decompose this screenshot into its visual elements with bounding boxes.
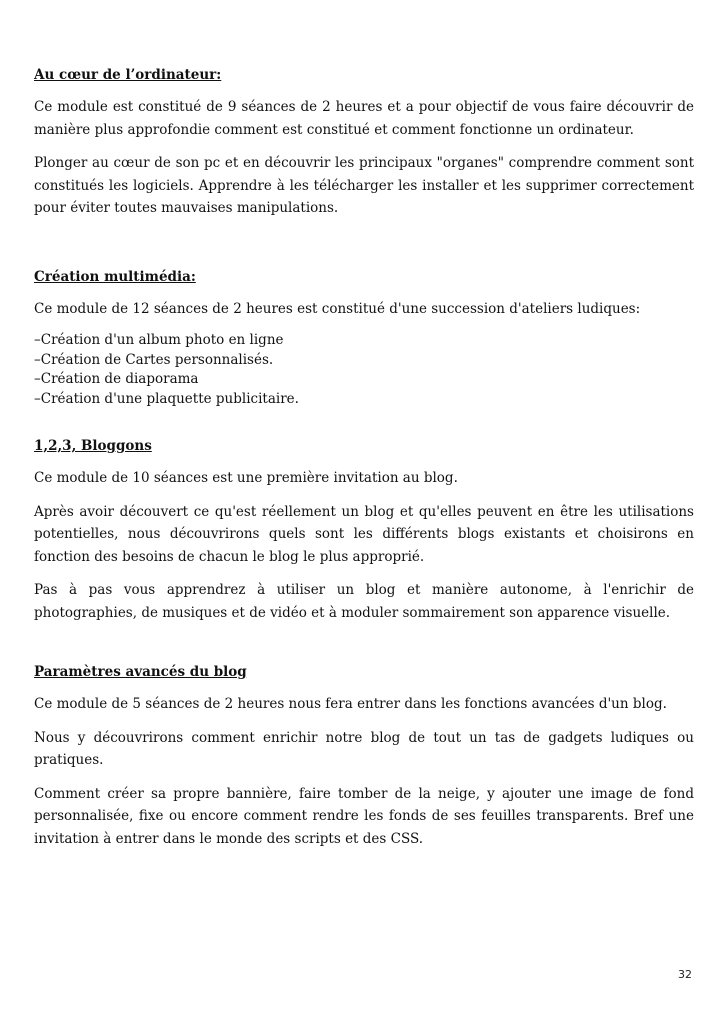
section-title: 1,2,3, Bloggons	[34, 438, 152, 454]
section-creation-multimedia	[34, 268, 694, 410]
section-parametres-avances	[34, 663, 694, 850]
section-title: Création multimédia:	[34, 268, 196, 285]
section-title: Paramètres avancés du blog	[34, 664, 247, 680]
section-paragraph: Ce module de 5 séances de 2 heures nous fera entrer dans les fonctions avancées d'un blog.	[34, 696, 667, 712]
section-title: Au cœur de l’ordinateur:	[34, 67, 222, 83]
workshop-list	[34, 331, 694, 409]
list-item: –Création d'un album photo en ligne	[34, 332, 284, 348]
section-paragraph: Ce module de 10 séances est une première invitation au blog.	[34, 470, 458, 486]
section-paragraph: Ce module est constitué de 9 séances de 2 heures et a pour objectif de vous faire découvrir de manière plus approfondie comment est constitué et comment fonctionne un ordinateur.	[34, 99, 694, 138]
list-item: –Création d'une plaquette publicitaire.	[34, 390, 299, 407]
spacer	[34, 409, 694, 437]
section-paragraph: Après avoir découvert ce qu'est réellement un blog et qu'elles peuvent en être les utilisations potentielles, nous découvrirons quels sont les différents blogs existants et choisirons en fonction des besoins de chacun le blog le plus approprié.	[34, 503, 694, 565]
document-page	[34, 66, 694, 861]
spacer	[34, 231, 694, 268]
page-number: 32	[678, 968, 692, 981]
section-paragraph: Ce module de 12 séances de 2 heures est constitué d'une succession d'ateliers ludiques:	[34, 300, 641, 317]
section-paragraph: Pas à pas vous apprendrez à utiliser un blog et manière autonome, à l'enrichir de photographies, de musiques et de vidéo et à moduler sommairement son apparence visuelle.	[34, 582, 694, 621]
section-paragraph: Comment créer sa propre bannière, faire tomber de la neige, y ajouter une image de fond personnalisée, fixe ou encore comment rendre les fonds de ses feuilles transparents. Bref une invitation à entrer dans le monde des scripts et des CSS.	[34, 785, 694, 847]
section-paragraph: Nous y découvrirons comment enrichir notre blog de tout un tas de gadgets ludiques ou pratiques.	[34, 729, 694, 768]
list-item: –Création de Cartes personnalisés.	[34, 351, 274, 368]
list-item: –Création de diaporama	[34, 371, 199, 387]
section-paragraph: Plonger au cœur de son pc et en découvrir les principaux "organes" comprendre comment sont constitués les logiciels. Apprendre à les télécharger les installer et les supprimer correctement pour éviter toutes mauvaises manipulations.	[34, 155, 694, 216]
section-au-coeur-ordinateur	[34, 66, 694, 220]
section-bloggons	[34, 437, 694, 624]
spacer	[34, 635, 694, 663]
